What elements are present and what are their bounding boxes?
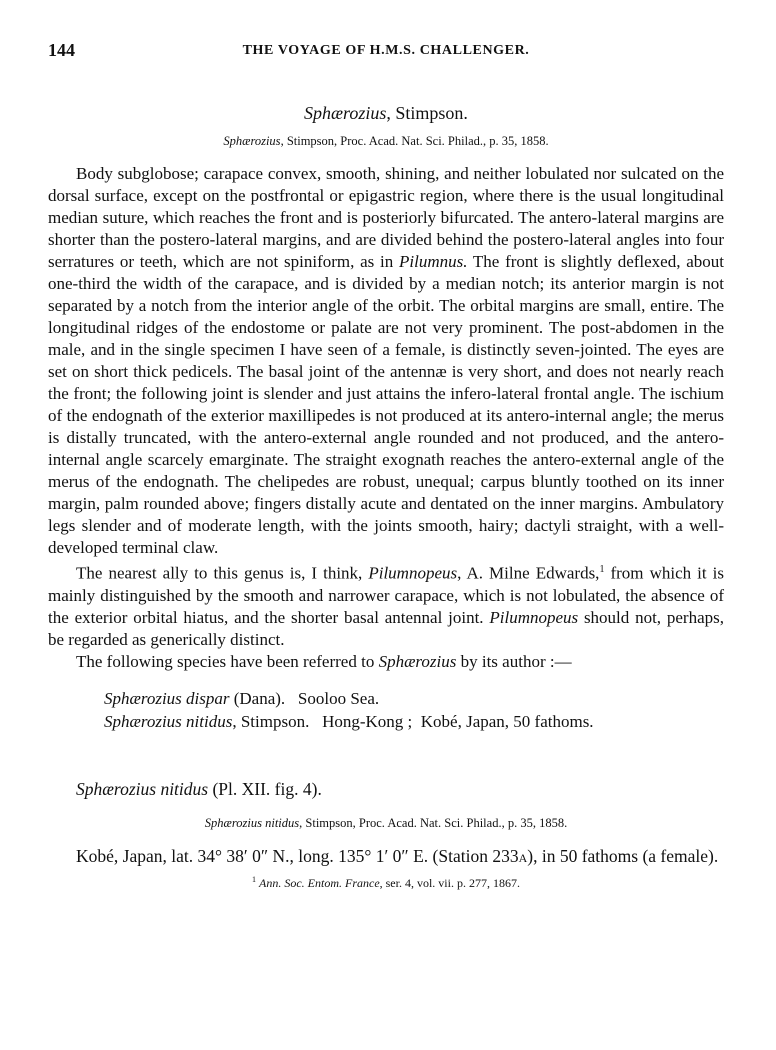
footnote-marker: 1: [599, 564, 605, 575]
species-heading: [76, 779, 724, 800]
species-citation-rest: , Stimpson, Proc. Acad. Nat. Sci. Philad., p. 35, 1858.: [299, 815, 568, 830]
genus-heading-author: , Stimpson.: [386, 103, 468, 123]
list-item: [104, 710, 724, 733]
ally-paragraph: [48, 559, 724, 651]
species-detail: , Stimpson. Hong-Kong ; Kobé, Japan, 50 fathoms.: [232, 711, 594, 731]
ally-part3: from which it is mainly distinguished by the smooth and narrower carapace, which is not lobulated, the absence of the exterior orbital hiatus, and the shorter basal antennal joint.: [48, 563, 724, 627]
ally-genus-ref-2: Pilumnopeus: [489, 607, 579, 627]
species-detail: (Dana). Sooloo Sea.: [229, 688, 380, 708]
description-part1: Body subglobose; carapace convex, smooth, shining, and neither lobulated nor sulcated on the dorsal surface, except on the postfrontal or epigastric region, where there is the usual longitudinal median suture, which reaches the front and is posteriorly bifurcated. The antero-lateral margins are shorter than the postero-lateral margins, and are divided behind the postero-lateral angles into four serratures or teeth, which are not spiniform, as in: [48, 164, 724, 271]
species-list: [104, 687, 724, 733]
locality-text: Kobé, Japan, lat. 34° 38′ 0″ N., long. 135° 1′ 0″ E. (Station 233: [76, 845, 519, 866]
ally-part1: The nearest ally to this genus is, I think,: [76, 563, 369, 583]
page-number: 144: [48, 40, 75, 60]
species-citation: [48, 816, 724, 831]
page-header: [48, 40, 724, 62]
species-name: Sphærozius nitidus: [104, 711, 233, 731]
page: [48, 40, 724, 891]
species-citation-name: Sphærozius nitidus: [204, 815, 300, 830]
referral-part2: by its author :—: [456, 651, 572, 671]
species-name: Sphærozius dispar: [104, 688, 230, 708]
ally-part4: should not, perhaps, be regarded as generically distinct.: [48, 607, 724, 649]
genus-citation-name: Sphærozius: [223, 134, 281, 148]
referral-part1: The following species have been referred to: [76, 651, 379, 671]
footnote-rest: , ser. 4, vol. vii. p. 277, 1867.: [379, 875, 520, 890]
locality-record: [48, 845, 724, 867]
genus-citation-rest: , Stimpson, Proc. Acad. Nat. Sci. Philad., p. 35, 1858.: [280, 134, 549, 148]
species-heading-plate: (Pl. XII. fig. 4).: [208, 778, 322, 799]
station-suffix: a: [518, 845, 528, 866]
referral-paragraph: [48, 651, 724, 673]
description-part2: The front is slightly deflexed, about one-third the width of the carapace, and is divided by a median notch; its anterior margin is not separated by a notch from the interior angle of the orbit. The orbital margins are small, entire. The longitudinal ridges of the endostome or palate are not very prominent. The post-abdomen in the male, and in the single specimen I have seen of a female, is distinctly seven-jointed. The eyes are set on short thick pedicels. The basal joint of the antennæ is very short, and does not nearly reach the front; the following joint is slender and just attains the infero-lateral frontal angle. The ischium of the endognath of the exterior maxillipedes is not produced at its antero-internal angle; the merus is distally truncated, with the antero-external angle rounded and not produced, and the antero-internal angle scarcely emarginate. The straight exognath reaches the antero-external angle of the merus of the endognath. The chelipedes are robust, unequal; carpus bluntly toothed on its inner margin, palm rounded above; fingers distally acute and dentated on the inner margins. Ambulatory legs slender and of moderate length, with the joints smooth, hairy; dactyli straight, with a well-developed terminal claw.: [48, 252, 724, 557]
list-item: [104, 687, 724, 710]
genus-heading: [48, 103, 724, 124]
genus-heading-name: Sphærozius: [304, 103, 387, 123]
footnote-journal: Ann. Soc. Entom. France: [259, 875, 380, 890]
locality-rest: ), in 50 fathoms (a female).: [527, 845, 719, 866]
description-genus-ref: Pilumnus.: [398, 252, 468, 271]
footnote: [48, 875, 724, 891]
ally-genus-ref: Pilumnopeus: [368, 563, 458, 583]
genus-citation: [48, 134, 724, 149]
species-heading-name: Sphærozius nitidus: [76, 778, 209, 799]
ally-part2: , A. Milne Edwards,: [457, 563, 600, 583]
genus-description: [48, 163, 724, 559]
referral-genus-ref: Sphærozius: [378, 651, 457, 671]
footnote-mark: 1: [252, 874, 256, 884]
running-title: THE VOYAGE OF H.M.S. CHALLENGER.: [242, 43, 530, 58]
